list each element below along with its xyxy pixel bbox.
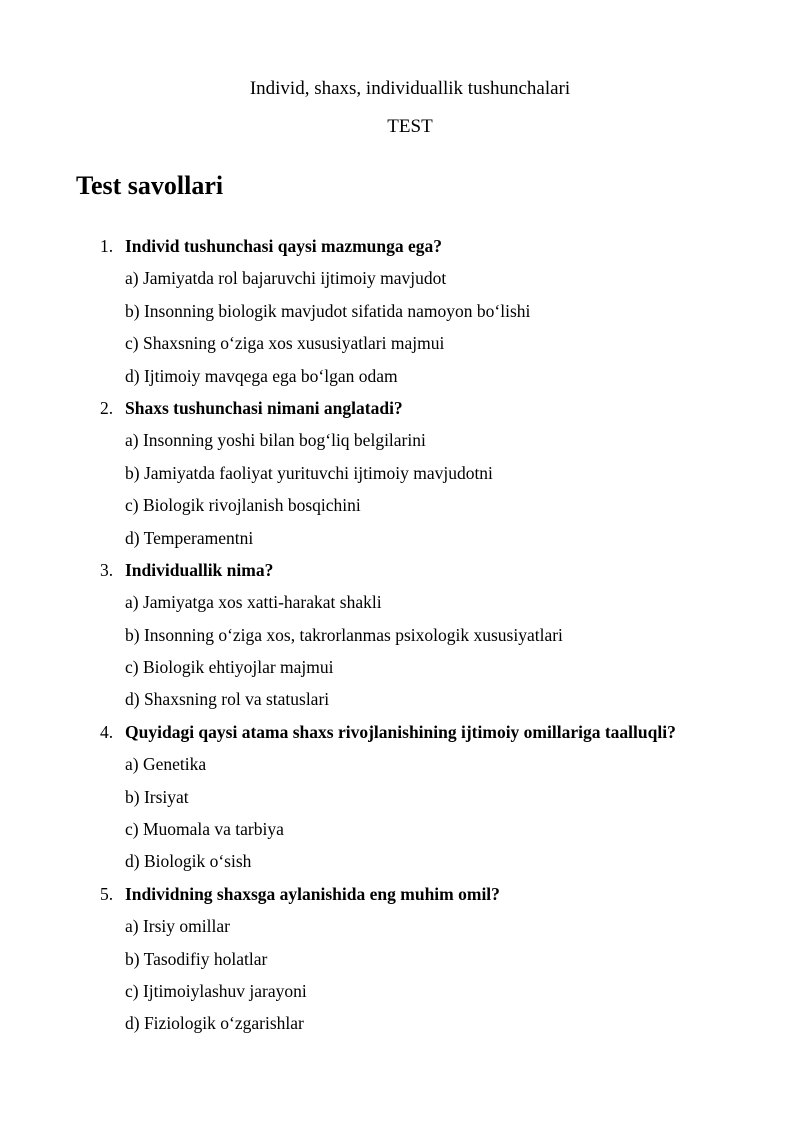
answer-option (0, 522, 800, 554)
question-item (0, 230, 800, 392)
answer-option-text: a) Jamiyatda rol bajaruvchi ijtimoiy mavjudot (125, 268, 447, 289)
answer-option-text: c) Ijtimoiylashuv jarayoni (125, 980, 307, 1001)
question-text: Quyidagi qaysi atama shaxs rivojlanishining ijtimoiy omillariga taalluqli? (125, 721, 676, 742)
answer-option (0, 619, 800, 651)
answer-option (0, 1007, 800, 1039)
question-number: 3. (100, 559, 114, 580)
answer-option (0, 781, 800, 813)
question-item (0, 878, 800, 1040)
answer-option-text: c) Shaxsning o‘ziga xos xususiyatlari majmui (125, 333, 445, 354)
answer-option-text: b) Jamiyatda faoliyat yurituvchi ijtimoiy mavjudotni (125, 462, 493, 483)
answer-option-text: d) Temperamentni (125, 527, 254, 548)
answer-option-text: b) Insonning biologik mavjudot sifatida namoyon bo‘lishi (125, 300, 531, 321)
answer-option-text: c) Biologik rivojlanish bosqichini (125, 495, 361, 516)
question-number: 5. (100, 883, 114, 904)
question-item (0, 554, 800, 716)
answer-option-text: a) Insonning yoshi bilan bog‘liq belgilarini (125, 430, 426, 451)
question-item (0, 392, 800, 554)
answer-option-text: d) Shaxsning rol va statuslari (125, 689, 330, 710)
question-text: Individ tushunchasi qaysi mazmunga ega? (125, 236, 443, 256)
question-text: Individning shaxsga aylanishida eng muhim omil? (125, 883, 500, 904)
question-number: 4. (100, 721, 114, 742)
answer-option-text: c) Biologik ehtiyojlar majmui (125, 657, 334, 678)
question-list (0, 230, 800, 1040)
answer-option-text: d) Biologik o‘sish (125, 851, 252, 872)
answer-option-text: c) Muomala va tarbiya (125, 819, 284, 840)
question-line (0, 230, 800, 262)
answer-option-text: d) Fiziologik o‘zgarishlar (125, 1013, 304, 1034)
answer-option-text: d) Ijtimoiy mavqega ega bo‘lgan odam (125, 365, 398, 386)
document-title: Individ, shaxs, individuallik tushunchalari (249, 78, 571, 99)
answer-option (0, 683, 800, 715)
answer-option (0, 748, 800, 780)
answer-option (0, 813, 800, 845)
answer-option (0, 360, 800, 392)
answer-option (0, 845, 800, 877)
answer-option (0, 424, 800, 456)
question-text: Individuallik nima? (125, 559, 274, 580)
answer-option (0, 943, 800, 975)
answer-option (0, 910, 800, 942)
answer-option-text: a) Jamiyatga xos xatti-harakat shakli (125, 592, 382, 613)
answer-option (0, 295, 800, 327)
question-text: Shaxs tushunchasi nimani anglatadi? (125, 397, 403, 418)
answer-option-text: b) Irsiyat (125, 786, 189, 807)
answer-option (0, 457, 800, 489)
question-number: 2. (100, 397, 114, 418)
answer-option (0, 327, 800, 359)
document-subtitle: TEST (387, 116, 433, 137)
question-number: 1. (100, 236, 114, 256)
question-line (0, 392, 800, 424)
answer-option (0, 586, 800, 618)
answer-option (0, 489, 800, 521)
section-heading: Test savollari (76, 171, 224, 200)
answer-option-text: b) Tasodifiy holatlar (125, 948, 268, 969)
answer-option (0, 262, 800, 294)
question-line (0, 878, 800, 910)
question-line (0, 716, 800, 748)
answer-option (0, 651, 800, 683)
answer-option-text: a) Irsiy omillar (125, 916, 230, 937)
answer-option (0, 975, 800, 1007)
question-item (0, 716, 800, 878)
answer-option-text: a) Genetika (125, 754, 207, 775)
question-line (0, 554, 800, 586)
answer-option-text: b) Insonning o‘ziga xos, takrorlanmas psixologik xususiyatlari (125, 624, 563, 645)
